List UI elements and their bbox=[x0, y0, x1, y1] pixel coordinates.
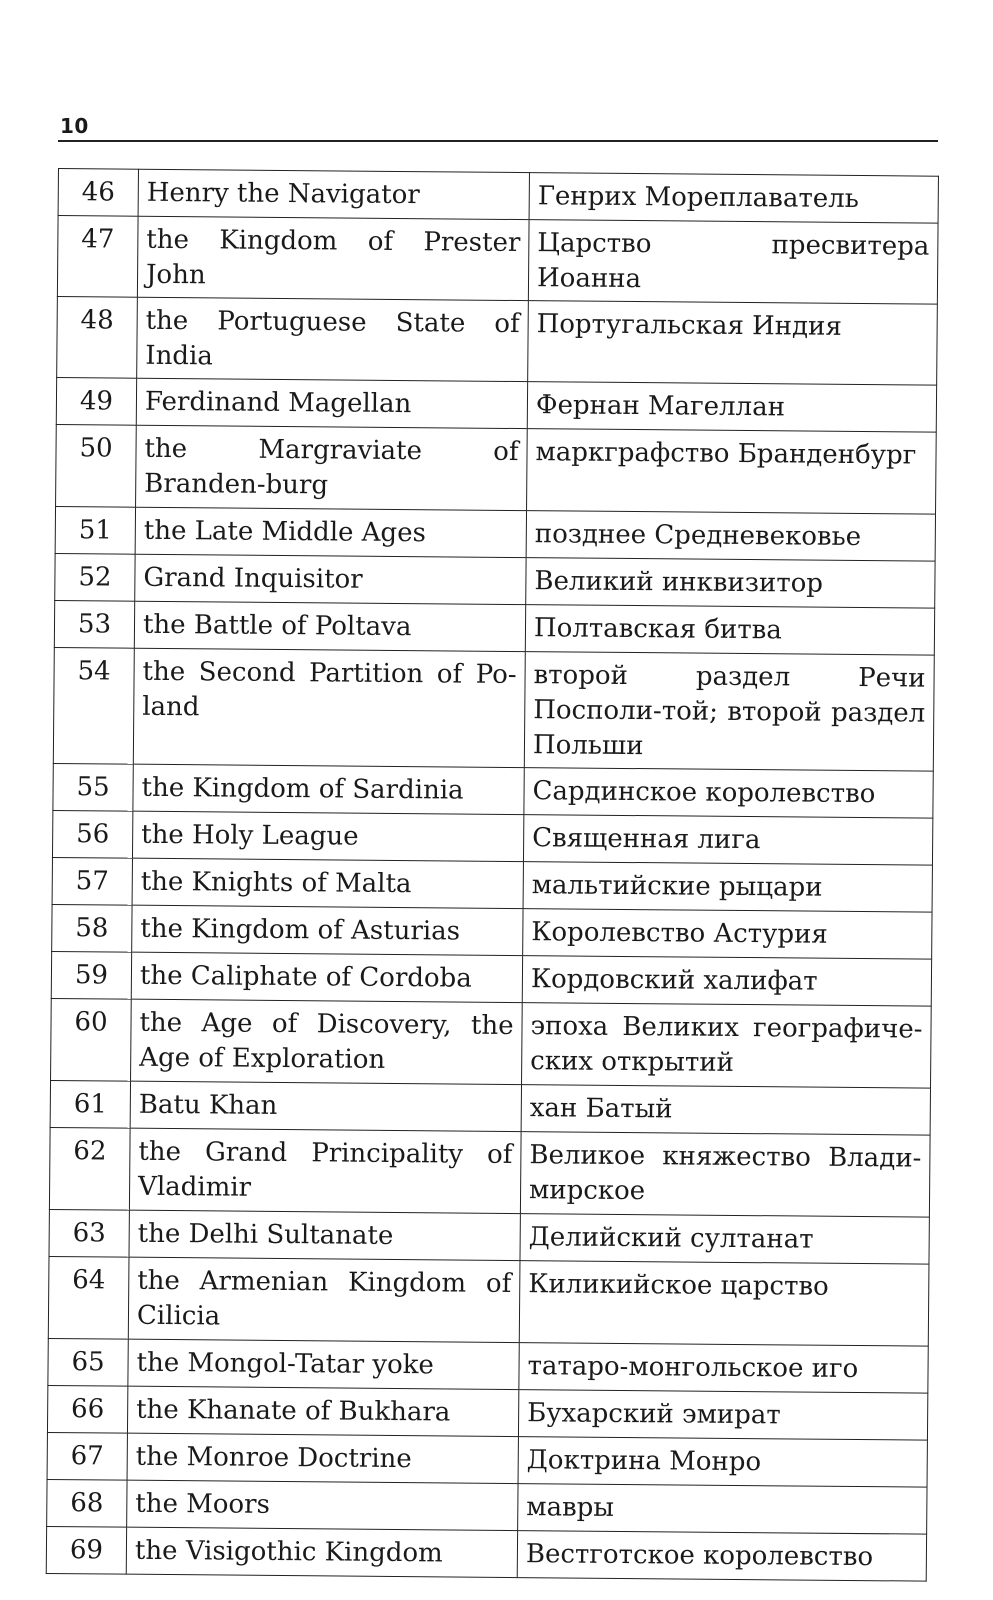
russian-term: Королевство Астурия bbox=[523, 909, 932, 960]
glossary-table-wrap bbox=[46, 168, 938, 1582]
english-term: the Moors bbox=[127, 1480, 518, 1530]
russian-term: Португальская Индия bbox=[528, 301, 938, 386]
header-rule bbox=[58, 140, 938, 142]
table-row bbox=[56, 424, 937, 514]
english-term: the Margraviate of Branden-burg bbox=[136, 425, 528, 510]
glossary-table bbox=[46, 168, 939, 1582]
english-term: the Mongol-Tatar yoke bbox=[128, 1339, 519, 1389]
english-term: the Kingdom of Sardinia bbox=[133, 764, 524, 814]
entry-number: 51 bbox=[55, 506, 135, 554]
russian-term: второй раздел Речи Посполи-той; второй раздел Польши bbox=[524, 652, 934, 772]
english-term: the Kingdom of Prester John bbox=[137, 216, 529, 300]
russian-term: Делийский султанат bbox=[520, 1214, 929, 1265]
table-row bbox=[55, 506, 935, 561]
entry-number: 53 bbox=[54, 600, 134, 648]
russian-term: Бухарский эмират bbox=[518, 1390, 927, 1441]
russian-term: мальтийские рыцари bbox=[523, 862, 932, 913]
russian-term: позднее Средневековье bbox=[526, 511, 935, 562]
russian-term: мавры bbox=[518, 1484, 927, 1535]
russian-term: Кордовский халифат bbox=[522, 956, 931, 1007]
table-row bbox=[48, 1256, 929, 1346]
english-term: the Portuguese State of India bbox=[137, 297, 529, 381]
russian-term: Киликийское царство bbox=[519, 1261, 929, 1347]
entry-number: 55 bbox=[53, 763, 133, 811]
russian-term: Вестготское королевство bbox=[517, 1531, 926, 1582]
russian-term: эпоха Великих географиче-ских открытий bbox=[522, 1003, 932, 1089]
english-term: the Khanate of Bukhara bbox=[127, 1386, 518, 1436]
entry-number: 61 bbox=[50, 1080, 130, 1128]
english-term: the Holy League bbox=[132, 811, 523, 861]
russian-term: Полтавская битва bbox=[525, 605, 934, 656]
entry-number: 57 bbox=[52, 857, 132, 905]
entry-number: 64 bbox=[48, 1256, 129, 1339]
english-term: Batu Khan bbox=[130, 1081, 521, 1131]
entry-number: 48 bbox=[57, 296, 138, 378]
russian-term: хан Батый bbox=[521, 1085, 930, 1136]
entry-number: 54 bbox=[53, 647, 134, 764]
english-term: the Knights of Malta bbox=[132, 858, 523, 908]
table-row bbox=[46, 1526, 926, 1581]
entry-number: 65 bbox=[48, 1338, 128, 1386]
english-term: Grand Inquisitor bbox=[135, 554, 526, 604]
english-term: the Monroe Doctrine bbox=[127, 1433, 518, 1483]
table-row bbox=[50, 1080, 930, 1135]
table-row bbox=[52, 857, 932, 912]
russian-term: татаро-монгольское иго bbox=[519, 1343, 928, 1394]
entry-number: 69 bbox=[46, 1526, 126, 1574]
english-term: the Second Partition of Po-land bbox=[133, 648, 525, 767]
table-row bbox=[47, 1479, 927, 1534]
table-row bbox=[54, 600, 934, 655]
entry-number: 68 bbox=[47, 1479, 127, 1527]
entry-number: 63 bbox=[49, 1209, 129, 1257]
entry-number: 60 bbox=[51, 998, 132, 1081]
table-row bbox=[51, 998, 932, 1088]
russian-term: Священная лига bbox=[523, 815, 932, 866]
entry-number: 50 bbox=[56, 424, 137, 507]
table-row bbox=[57, 216, 938, 305]
entry-number: 67 bbox=[47, 1432, 127, 1480]
table-row bbox=[51, 951, 931, 1006]
english-term: the Armenian Kingdom of Cilicia bbox=[128, 1257, 520, 1342]
english-term: the Delhi Sultanate bbox=[129, 1210, 520, 1260]
table-row bbox=[47, 1385, 927, 1440]
entry-number: 46 bbox=[58, 169, 138, 217]
russian-term: Генрих Мореплаватель bbox=[529, 173, 938, 224]
entry-number: 56 bbox=[52, 810, 132, 858]
table-row bbox=[48, 1338, 928, 1393]
entry-number: 58 bbox=[52, 904, 132, 952]
russian-term: Сардинское королевство bbox=[524, 768, 933, 819]
english-term: the Late Middle Ages bbox=[135, 507, 526, 557]
entry-number: 47 bbox=[57, 216, 138, 298]
table-row bbox=[58, 169, 938, 224]
russian-term: Доктрина Монро bbox=[518, 1437, 927, 1488]
page-number: 10 bbox=[60, 114, 89, 138]
english-term: the Kingdom of Asturias bbox=[132, 905, 523, 955]
table-row bbox=[47, 1432, 927, 1487]
table-row bbox=[52, 904, 932, 959]
english-term: the Age of Discovery, the Age of Exploration bbox=[131, 999, 523, 1084]
entry-number: 66 bbox=[47, 1385, 127, 1433]
table-row bbox=[49, 1127, 930, 1217]
russian-term: Царство пресвитера Иоанна bbox=[528, 220, 938, 305]
entry-number: 59 bbox=[51, 951, 131, 999]
english-term: the Grand Principality of Vladimir bbox=[129, 1128, 521, 1213]
table-row bbox=[53, 647, 934, 771]
russian-term: маркграфство Бранденбург bbox=[527, 429, 937, 515]
entry-number: 49 bbox=[56, 377, 136, 425]
english-term: Ferdinand Magellan bbox=[136, 378, 527, 428]
table-row bbox=[53, 763, 933, 818]
english-term: the Battle of Poltava bbox=[134, 601, 525, 651]
entry-number: 52 bbox=[55, 553, 135, 601]
table-row bbox=[52, 810, 932, 865]
table-row bbox=[57, 296, 938, 385]
russian-term: Великий инквизитор bbox=[526, 558, 935, 609]
english-term: the Visigothic Kingdom bbox=[126, 1527, 517, 1577]
table-row bbox=[56, 377, 936, 432]
entry-number: 62 bbox=[49, 1127, 130, 1210]
russian-term: Великое княжество Влади-мирское bbox=[520, 1132, 930, 1218]
table-row bbox=[49, 1209, 929, 1264]
english-term: Henry the Navigator bbox=[138, 169, 529, 219]
russian-term: Фернан Магеллан bbox=[527, 382, 936, 433]
english-term: the Caliphate of Cordoba bbox=[131, 952, 522, 1002]
table-row bbox=[55, 553, 935, 608]
